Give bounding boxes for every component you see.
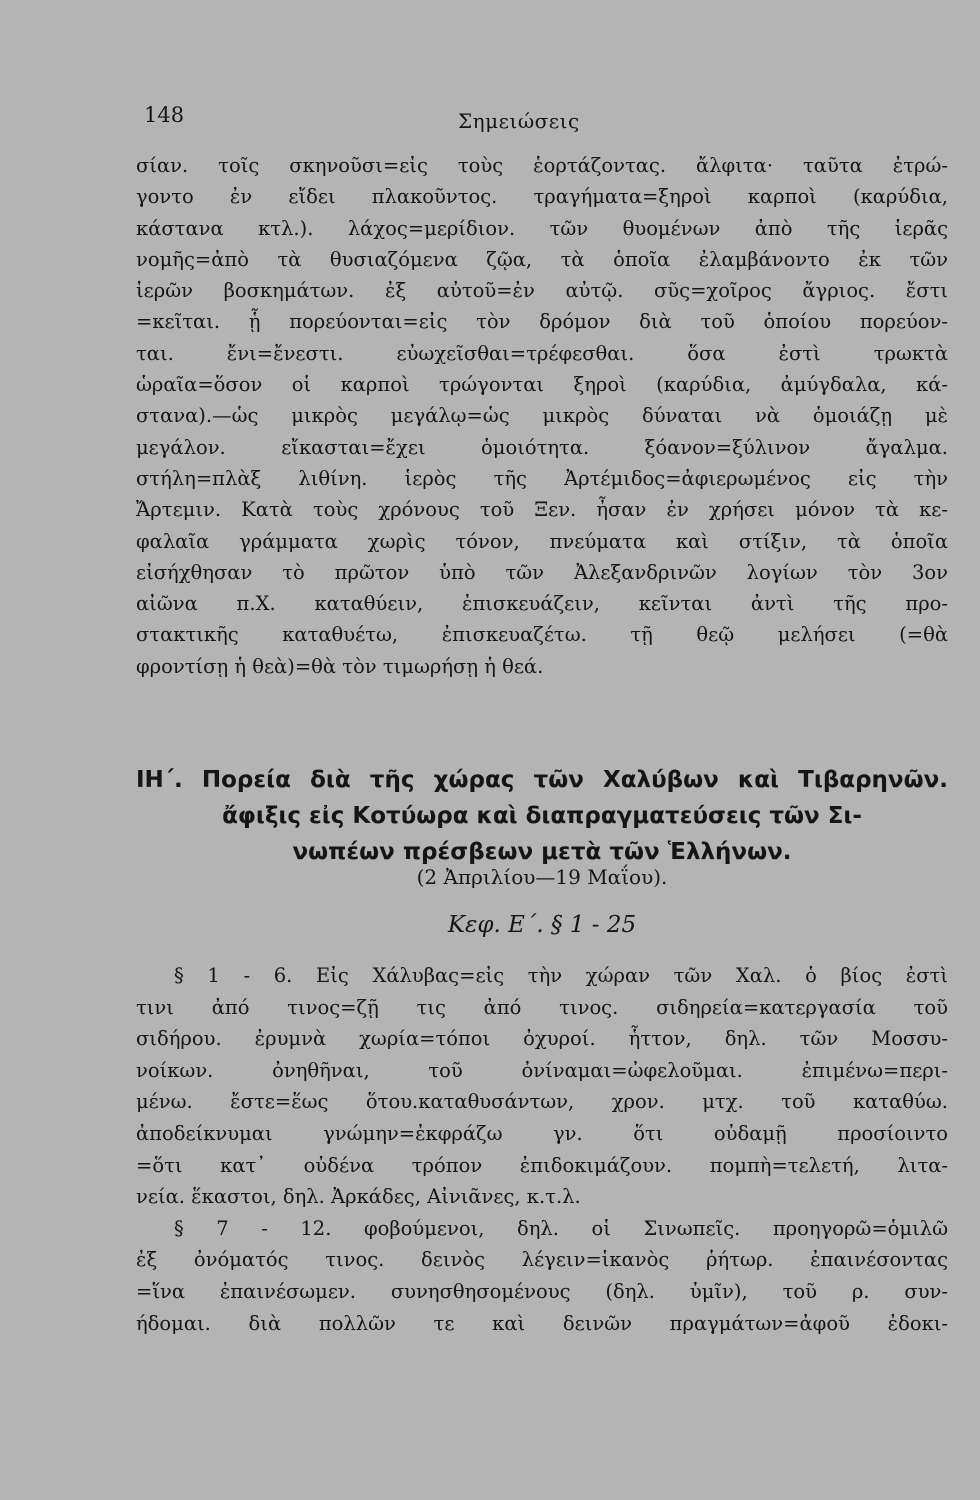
text-line: § 1 - 6. Εἰς Χάλυβας=εἰς τὴν χώραν τῶν Χαλ. ὁ βίος ἐστὶ: [174, 964, 948, 987]
text-line: § 7 - 12. φοβούμενοι, δηλ. οἱ Σινωπεῖς. προηγορῶ=ὁμιλῶ: [174, 1216, 948, 1240]
text-line: ὡραῖα=ὅσον οἱ καρποὶ τρώγονται ξηροὶ (καρύδια, ἀμύγδαλα, κά-: [136, 373, 948, 397]
text-line: μένω. ἔστε=ἕως ὅτου.καταθυσάντων, χρον. μτχ. τοῦ καταθύω.: [136, 1090, 948, 1114]
text-line: φροντίσῃ ἡ θεὰ)=θὰ τὸν τιμωρήσῃ ἡ θεά.: [136, 654, 544, 678]
text-line: ἱερῶν βοσκημάτων. ἐξ αὐτοῦ=ἐν αὐτῷ. σῦς=χοῖρος ἄγριος. ἔστι: [136, 279, 948, 303]
section-heading: [136, 762, 948, 870]
heading-line: ἄφιξις εἰς Κοτύωρα καὶ διαπραγματεύσεις τῶν Σι-: [222, 803, 862, 829]
text-line: νεία. ἕκαστοι, δηλ. Ἀρκάδες, Αἰνιᾶνες, κ.τ.λ.: [136, 1185, 581, 1209]
text-line: =ἵνα ἐπαινέσωμεν. συνησθησομένους (δηλ. ὑμῖν), τοῦ ρ. συν-: [136, 1279, 948, 1303]
text-line: στανα).—ὡς μικρὸς μεγάλῳ=ὡς μικρὸς δύναται νὰ ὁμοιάζῃ μὲ: [136, 404, 948, 428]
text-line: ται. ἔνι=ἔνεστι. εὐωχεῖσθαι=τρέφεσθαι. ὅσα ἐστὶ τρωκτὰ: [136, 341, 948, 365]
chapter-reference: Κεφ. Ε΄. § 1 - 25: [447, 912, 637, 938]
text-line: σιδήρου. ἐρυμνὰ χωρία=τόποι ὀχυροί. ἧττον, δηλ. τῶν Μοσσυ-: [136, 1027, 948, 1051]
text-line: σίαν. τοῖς σκηνοῦσι=εἰς τοὺς ἑορτάζοντας. ἄλφιτα· ταῦτα ἐτρώ-: [136, 154, 948, 177]
text-line: =κεῖται. ᾗ πορεύονται=εἰς τὸν δρόμον διὰ τοῦ ὁποίου πορεύον-: [136, 310, 948, 334]
text-line: φαλαῖα γράμματα χωρὶς τόνον, πνεύματα καὶ στίξιν, τὰ ὁποῖα: [136, 529, 948, 553]
text-line: νοίκων. ὀνηθῆναι, τοῦ ὀνίναμαι=ὠφελοῦμαι. ἐπιμένω=περι-: [136, 1058, 948, 1082]
text-line: στακτικῆς καταθυέτω, ἐπισκευαζέτω. τῇ θεῷ μελήσει (=θὰ: [136, 623, 948, 647]
text-line: ἐξ ὀνόματός τινος. δεινὸς λέγειν=ἱκανὸς ῥήτωρ. ἐπαινέσοντας: [136, 1248, 948, 1272]
text-line: στήλη=πλὰξ λιθίνη. ἱερὸς τῆς Ἀρτέμιδος=ἀφιερωμένος εἰς τὴν: [136, 466, 948, 490]
text-line: ήδομαι. διὰ πολλῶν τε καὶ δεινῶν πραγμάτων=ἀφοῦ ἐδοκι-: [136, 1311, 948, 1335]
page-number: 148: [144, 103, 185, 127]
text-line: γοντο ἐν εἴδει πλακοῦντος. τραγήματα=ξηροὶ καρποὶ (καρύδια,: [136, 185, 948, 209]
text-line: νομῆς=ἀπὸ τὰ θυσιαζόμενα ζῷα, τὰ ὁποῖα ἐλαμβάνοντο ἐκ τῶν: [136, 247, 948, 271]
text-line: ἀποδείκνυμαι γνώμην=ἐκφράζω γν. ὅτι οὐδαμῇ προσίοιντο: [136, 1121, 948, 1145]
page-header: [140, 95, 940, 135]
text-line: κάστανα κτλ.). λάχος=μερίδιον. τῶν θυομένων ἀπὸ τῆς ἱερᾶς: [136, 216, 948, 240]
heading-line: νωπέων πρέσβεων μετὰ τῶν Ἑλλήνων.: [292, 839, 792, 865]
text-line: μεγάλον. εἴκασται=ἔχει ὁμοιότητα. ξόανον=ξύλινον ἄγαλμα.: [136, 435, 948, 459]
text-line: αἰῶνα π.Χ. καταθύειν, ἐπισκευάζειν, κεῖνται ἀντὶ τῆς προ-: [136, 592, 948, 616]
chapter-notes: [136, 960, 948, 1339]
text-line: Ἄρτεμιν. Κατὰ τοὺς χρόνους τοῦ Ξεν. ἦσαν ἐν χρήσει μόνον τὰ κε-: [136, 498, 948, 522]
notes-continuation: [136, 150, 948, 682]
text-line: εἰσήχθησαν τὸ πρῶτον ὑπὸ τῶν Ἀλεξανδρινῶν λογίων τὸν 3ον: [136, 560, 948, 584]
text-line: τινι ἀπό τινος=ζῇ τις ἀπό τινος. σιδηρεία=κατεργασία τοῦ: [136, 995, 948, 1019]
text-line: =ὅτι κατ᾽ οὐδένα τρόπον ἐπιδοκιμάζουν. πομπὴ=τελετή, λιτα-: [136, 1153, 948, 1177]
heading-line: ΙΗ΄. Πορεία διὰ τῆς χώρας τῶν Χαλύβων καὶ Τιβαρηνῶν.: [136, 767, 948, 793]
heading-dates: (2 Ἀπριλίου—19 Μαΐου).: [416, 865, 668, 889]
running-head: Σημειώσεις: [458, 109, 580, 133]
